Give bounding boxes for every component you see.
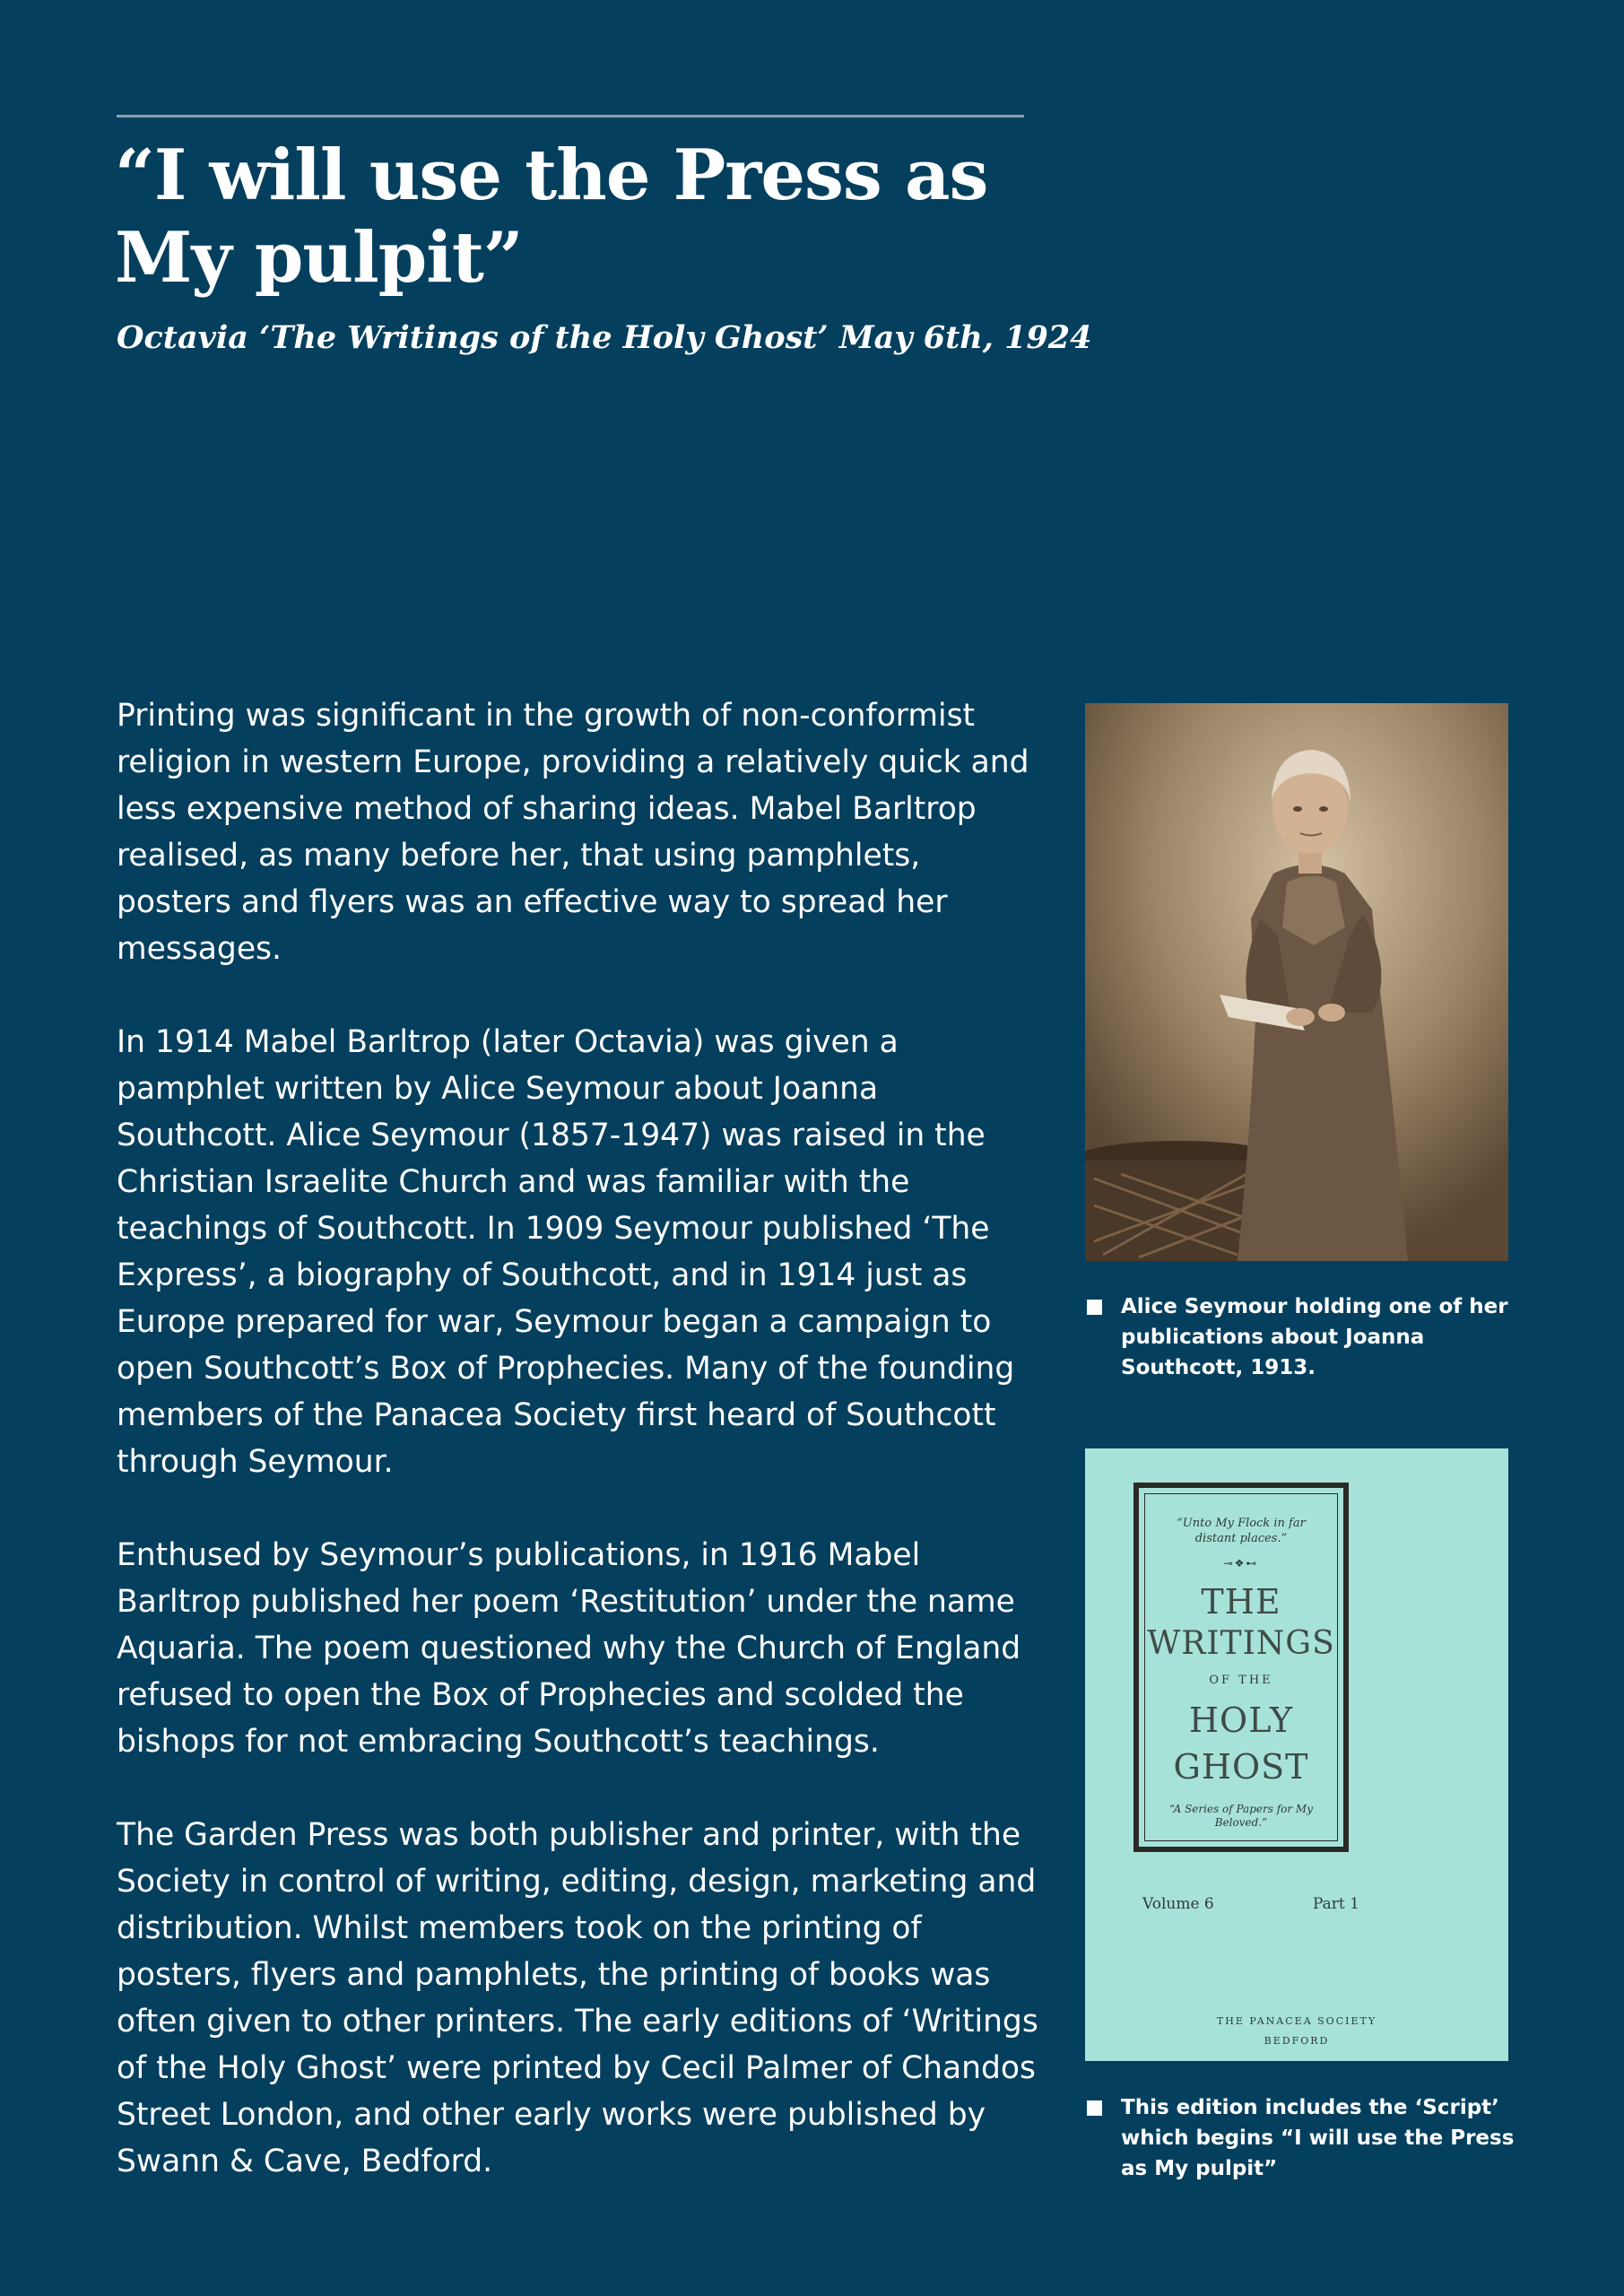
- title-line-1: “I will use the Press as: [115, 135, 988, 216]
- cover-volume: Volume 6: [1142, 1895, 1214, 1913]
- title-line-2: My pulpit”: [115, 217, 523, 299]
- cover-title-the: THE: [1201, 1582, 1281, 1622]
- alice-seymour-photo: [1085, 703, 1508, 1261]
- cover-frame: [1133, 1483, 1349, 1852]
- cover-title-writings: WRITINGS: [1147, 1625, 1335, 1662]
- cover-publisher: [1085, 2012, 1508, 2051]
- paragraph-3: Enthused by Seymour’s publications, in 1916 Mabel Barltrop published her poem ‘Restitution’ under the name Aquaria. The poem questioned why the Church of England refused to open the Box of Prophecies and scolded the bishops for not embracing Southcott’s teachings.: [117, 1537, 1021, 1760]
- cover-inner-frame: [1144, 1493, 1338, 1841]
- cover-place: BEDFORD: [1264, 2035, 1330, 2047]
- book-cover: [1085, 1448, 1508, 2061]
- cover-title-of-the: OF THE: [1209, 1674, 1273, 1687]
- cover-society: THE PANACEA SOCIETY: [1216, 2015, 1377, 2027]
- portrait-illustration: [1085, 703, 1508, 1261]
- paragraph-1: Printing was significant in the growth of non-conformist religion in western Europe, providing a relatively quick and less expensive method of sharing ideas. Mabel Barltrop realised, as many before her, that using pamphlets, posters and flyers was an effective way to spread her messages.: [117, 698, 1029, 967]
- cover-top-quote: “Unto My Flock in far distant places.”: [1177, 1517, 1306, 1545]
- cover-caption-text: This edition includes the ‘Script’ which begins “I will use the Press as My pulpit”: [1121, 2096, 1515, 2180]
- photo-caption-text: Alice Seymour holding one of her publications about Joanna Southcott, 1913.: [1121, 1295, 1508, 1379]
- caption-bullet: [1087, 1300, 1102, 1315]
- caption-bullet: [1087, 2100, 1102, 2116]
- cover-caption: [1085, 2092, 1515, 2184]
- paragraph-4: The Garden Press was both publisher and printer, with the Society in control of writing, editing, design, marketing and distribution. Whilst members took on the printing of posters, flyers and pamphlets, the printing of books was often given to other printers. The early editions of ‘Writings of the Holy Ghost’ were printed by Cecil Palmer of Chandos Street London, and other early works were published by Swann & Cave, Bedford.: [117, 1817, 1038, 2179]
- cover-sub-quote: “A Series of Papers for My Beloved.”: [1169, 1803, 1313, 1829]
- heading-rule: [117, 115, 1024, 117]
- cover-title-ghost: GHOST: [1173, 1747, 1309, 1787]
- cover-title-holy: HOLY: [1188, 1700, 1294, 1740]
- page-title: [115, 135, 1101, 300]
- cover-part: Part 1: [1313, 1895, 1359, 1913]
- body-text: [117, 692, 1040, 2231]
- paragraph-2: In 1914 Mabel Barltrop (later Octavia) was given a pamphlet written by Alice Seymour about Joanna Southcott. Alice Seymour (1857-1947) was raised in the Christian Israelite Church and was familiar with the teachings of Southcott. In 1909 Seymour published ‘The Express’, a biography of Southcott, and in 1914 just as Europe prepared for war, Seymour began a campaign to open Southcott’s Box of Prophecies. Many of the founding members of the Panacea Society first heard of Southcott through Seymour.: [117, 1024, 1015, 1480]
- photo-caption: [1085, 1292, 1515, 1383]
- page-subtitle: Octavia ‘The Writings of the Holy Ghost’ May 6th, 1924: [117, 319, 1092, 356]
- cover-ornament: ⊸❖⊷: [1223, 1557, 1259, 1570]
